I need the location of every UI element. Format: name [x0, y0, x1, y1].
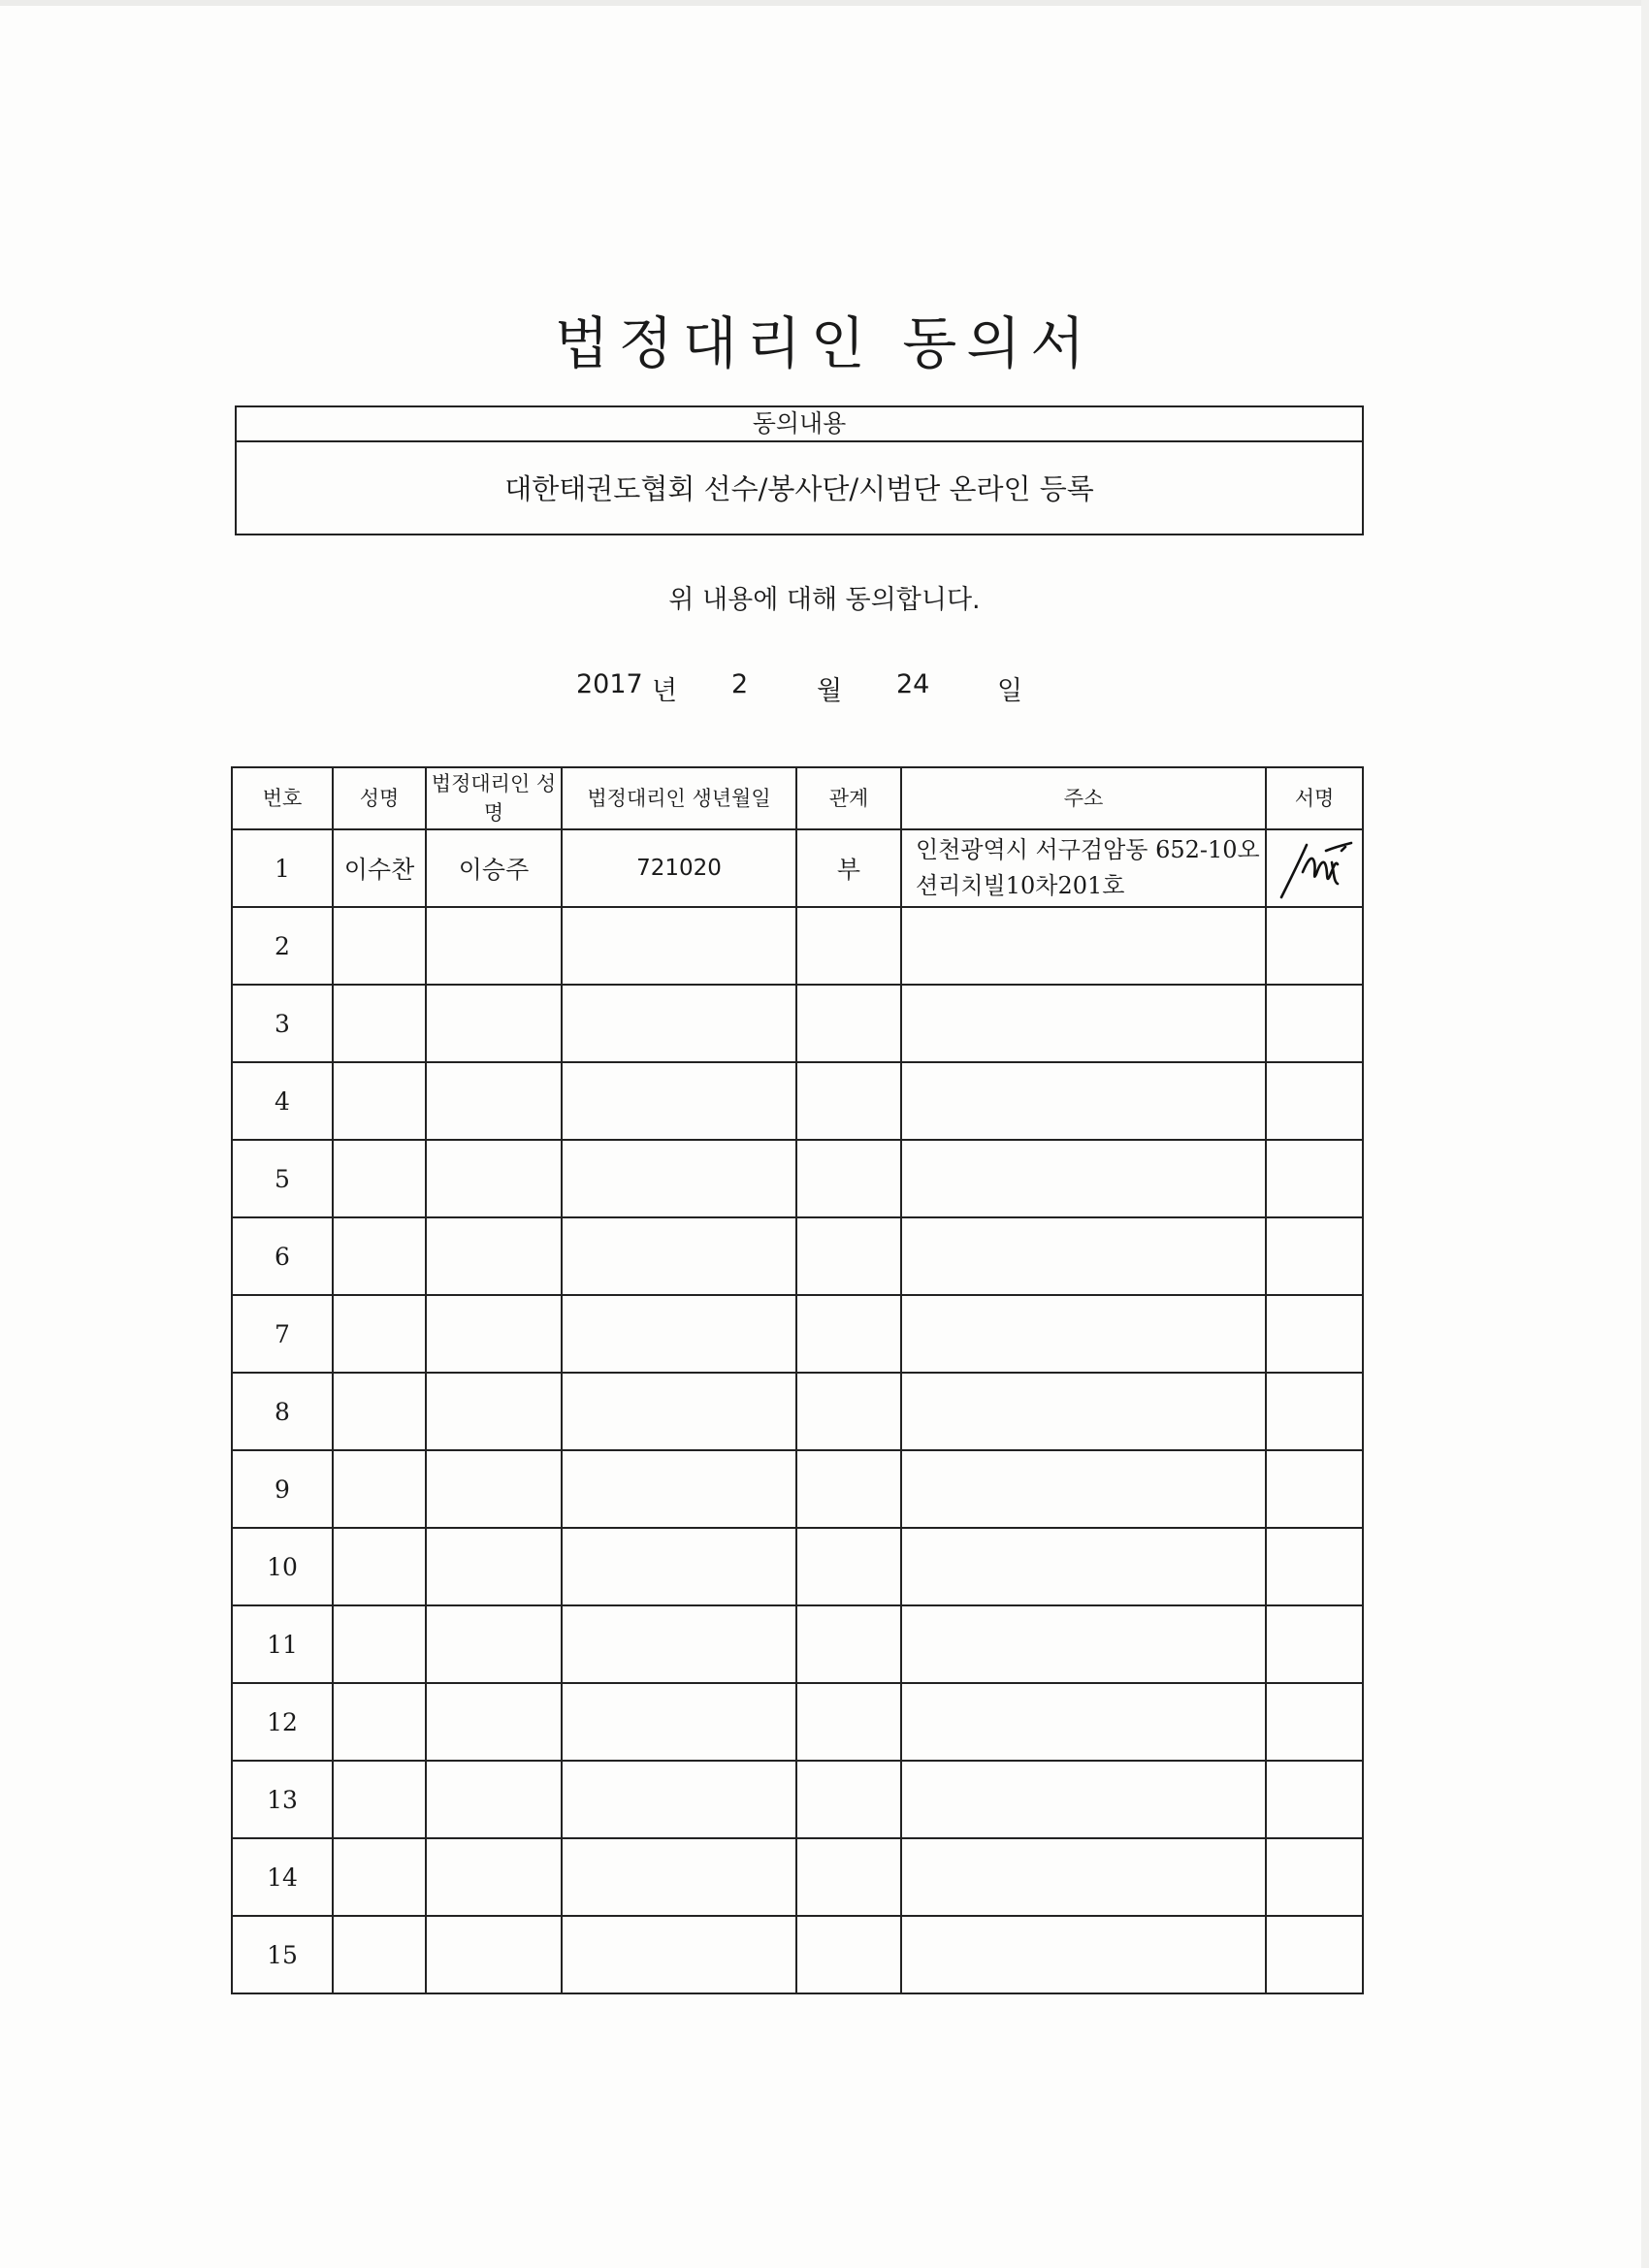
cell-guardian-birth — [562, 985, 796, 1062]
consent-content: 대한태권도협회 선수/봉사단/시범단 온라인 등록 — [504, 472, 1094, 505]
handwritten-signature — [1274, 833, 1355, 903]
table-row — [232, 1916, 1363, 1993]
table-row — [232, 907, 1363, 985]
cell-relation: 부 — [796, 829, 901, 907]
cell-guardian-name — [426, 1450, 562, 1528]
cell-relation — [796, 1605, 901, 1683]
cell-signature — [1266, 1761, 1363, 1838]
cell-signature — [1266, 1605, 1363, 1683]
table-header-row — [232, 767, 1363, 829]
cell-number: 3 — [232, 985, 333, 1062]
header-relation: 관계 — [796, 767, 901, 829]
cell-guardian-name — [426, 1140, 562, 1217]
table-row — [232, 1373, 1363, 1450]
cell-signature — [1266, 1217, 1363, 1295]
agreement-statement: 위 내용에 대해 동의합니다. — [668, 585, 981, 615]
cell-guardian-birth — [562, 1140, 796, 1217]
table-row — [232, 1683, 1363, 1761]
cell-name — [333, 1528, 426, 1605]
cell-guardian-name — [426, 907, 562, 985]
cell-guardian-birth — [562, 1295, 796, 1373]
consent-header: 동의내용 — [237, 407, 1362, 442]
cell-guardian-name — [426, 1761, 562, 1838]
cell-guardian-birth — [562, 1916, 796, 1993]
cell-relation — [796, 1295, 901, 1373]
cell-address — [901, 907, 1266, 985]
page-title: 법정대리인 동의서 — [554, 309, 1095, 376]
table-row — [232, 829, 1363, 907]
cell-address — [901, 1295, 1266, 1373]
cell-name — [333, 907, 426, 985]
cell-name — [333, 1761, 426, 1838]
cell-guardian-name — [426, 1295, 562, 1373]
cell-guardian-birth: 721020 — [562, 829, 796, 907]
cell-signature — [1266, 1450, 1363, 1528]
table-row — [232, 985, 1363, 1062]
cell-guardian-name: 이승주 — [426, 829, 562, 907]
cell-number: 4 — [232, 1062, 333, 1140]
cell-number: 10 — [232, 1528, 333, 1605]
cell-name — [333, 1916, 426, 1993]
cell-address — [901, 1528, 1266, 1605]
cell-name — [333, 1140, 426, 1217]
cell-name — [333, 1295, 426, 1373]
cell-relation — [796, 1217, 901, 1295]
cell-number: 1 — [232, 829, 333, 907]
cell-relation — [796, 1528, 901, 1605]
date-month: 2 — [731, 669, 749, 699]
cell-number: 9 — [232, 1450, 333, 1528]
cell-guardian-birth — [562, 907, 796, 985]
cell-name — [333, 1683, 426, 1761]
cell-address — [901, 1761, 1266, 1838]
table-row — [232, 1062, 1363, 1140]
cell-name — [333, 985, 426, 1062]
cell-guardian-birth — [562, 1528, 796, 1605]
date-year: 2017 — [576, 669, 643, 699]
cell-number: 12 — [232, 1683, 333, 1761]
cell-guardian-name — [426, 1683, 562, 1761]
cell-name — [333, 1450, 426, 1528]
cell-signature — [1266, 1916, 1363, 1993]
scan-edge-top — [0, 0, 1649, 6]
cell-signature — [1266, 1295, 1363, 1373]
cell-number: 6 — [232, 1217, 333, 1295]
table-row — [232, 1528, 1363, 1605]
cell-signature — [1266, 1683, 1363, 1761]
guardian-table — [231, 766, 1364, 1994]
table-row — [232, 1605, 1363, 1683]
cell-name — [333, 1838, 426, 1916]
cell-guardian-birth — [562, 1838, 796, 1916]
cell-guardian-name — [426, 1217, 562, 1295]
cell-address — [901, 1450, 1266, 1528]
cell-name: 이수찬 — [333, 829, 426, 907]
cell-relation — [796, 1450, 901, 1528]
date-day-unit: 일 — [997, 676, 1023, 706]
cell-guardian-birth — [562, 1683, 796, 1761]
cell-address — [901, 1373, 1266, 1450]
date-year-unit: 년 — [652, 676, 678, 706]
cell-number: 13 — [232, 1761, 333, 1838]
cell-number: 14 — [232, 1838, 333, 1916]
cell-relation — [796, 985, 901, 1062]
cell-guardian-name — [426, 1373, 562, 1450]
cell-address — [901, 1217, 1266, 1295]
table-row — [232, 1761, 1363, 1838]
header-guardian-birth: 법정대리인 생년월일 — [562, 767, 796, 829]
cell-signature — [1266, 1373, 1363, 1450]
cell-address — [901, 1838, 1266, 1916]
cell-address — [901, 1140, 1266, 1217]
cell-number: 5 — [232, 1140, 333, 1217]
cell-relation — [796, 1761, 901, 1838]
cell-guardian-birth — [562, 1373, 796, 1450]
cell-address — [901, 1062, 1266, 1140]
cell-guardian-birth — [562, 1605, 796, 1683]
cell-address — [901, 985, 1266, 1062]
cell-relation — [796, 1683, 901, 1761]
table-row — [232, 1295, 1363, 1373]
table-row — [232, 1140, 1363, 1217]
table-row — [232, 1217, 1363, 1295]
cell-relation — [796, 1838, 901, 1916]
cell-relation — [796, 1373, 901, 1450]
cell-address: 인천광역시 서구검암동 652-10오션리치빌10차201호 — [901, 829, 1266, 907]
cell-signature — [1266, 907, 1363, 985]
cell-guardian-name — [426, 1605, 562, 1683]
cell-guardian-birth — [562, 1062, 796, 1140]
header-address: 주소 — [901, 767, 1266, 829]
cell-signature — [1266, 985, 1363, 1062]
header-name: 성명 — [333, 767, 426, 829]
cell-number: 8 — [232, 1373, 333, 1450]
cell-address — [901, 1916, 1266, 1993]
cell-relation — [796, 907, 901, 985]
cell-number: 11 — [232, 1605, 333, 1683]
cell-signature — [1266, 829, 1363, 907]
cell-guardian-name — [426, 1528, 562, 1605]
header-number: 번호 — [232, 767, 333, 829]
cell-name — [333, 1217, 426, 1295]
date-line — [0, 669, 1649, 708]
cell-address — [901, 1605, 1266, 1683]
date-day: 24 — [896, 669, 930, 699]
date-month-unit: 월 — [817, 676, 843, 706]
header-signature: 서명 — [1266, 767, 1363, 829]
cell-signature — [1266, 1838, 1363, 1916]
cell-signature — [1266, 1062, 1363, 1140]
consent-content-box — [235, 405, 1364, 535]
cell-name — [333, 1373, 426, 1450]
cell-number: 15 — [232, 1916, 333, 1993]
cell-address — [901, 1683, 1266, 1761]
cell-signature — [1266, 1528, 1363, 1605]
cell-relation — [796, 1916, 901, 1993]
cell-guardian-birth — [562, 1450, 796, 1528]
cell-guardian-birth — [562, 1217, 796, 1295]
cell-guardian-name — [426, 1838, 562, 1916]
cell-name — [333, 1605, 426, 1683]
cell-number: 7 — [232, 1295, 333, 1373]
cell-guardian-name — [426, 1916, 562, 1993]
cell-number: 2 — [232, 907, 333, 985]
cell-guardian-birth — [562, 1761, 796, 1838]
table-row — [232, 1450, 1363, 1528]
cell-guardian-name — [426, 985, 562, 1062]
table-row — [232, 1838, 1363, 1916]
cell-signature — [1266, 1140, 1363, 1217]
cell-relation — [796, 1062, 901, 1140]
cell-name — [333, 1062, 426, 1140]
cell-guardian-name — [426, 1062, 562, 1140]
cell-relation — [796, 1140, 901, 1217]
header-guardian-name: 법정대리인 성명 — [426, 767, 562, 829]
table-body — [232, 829, 1363, 1993]
